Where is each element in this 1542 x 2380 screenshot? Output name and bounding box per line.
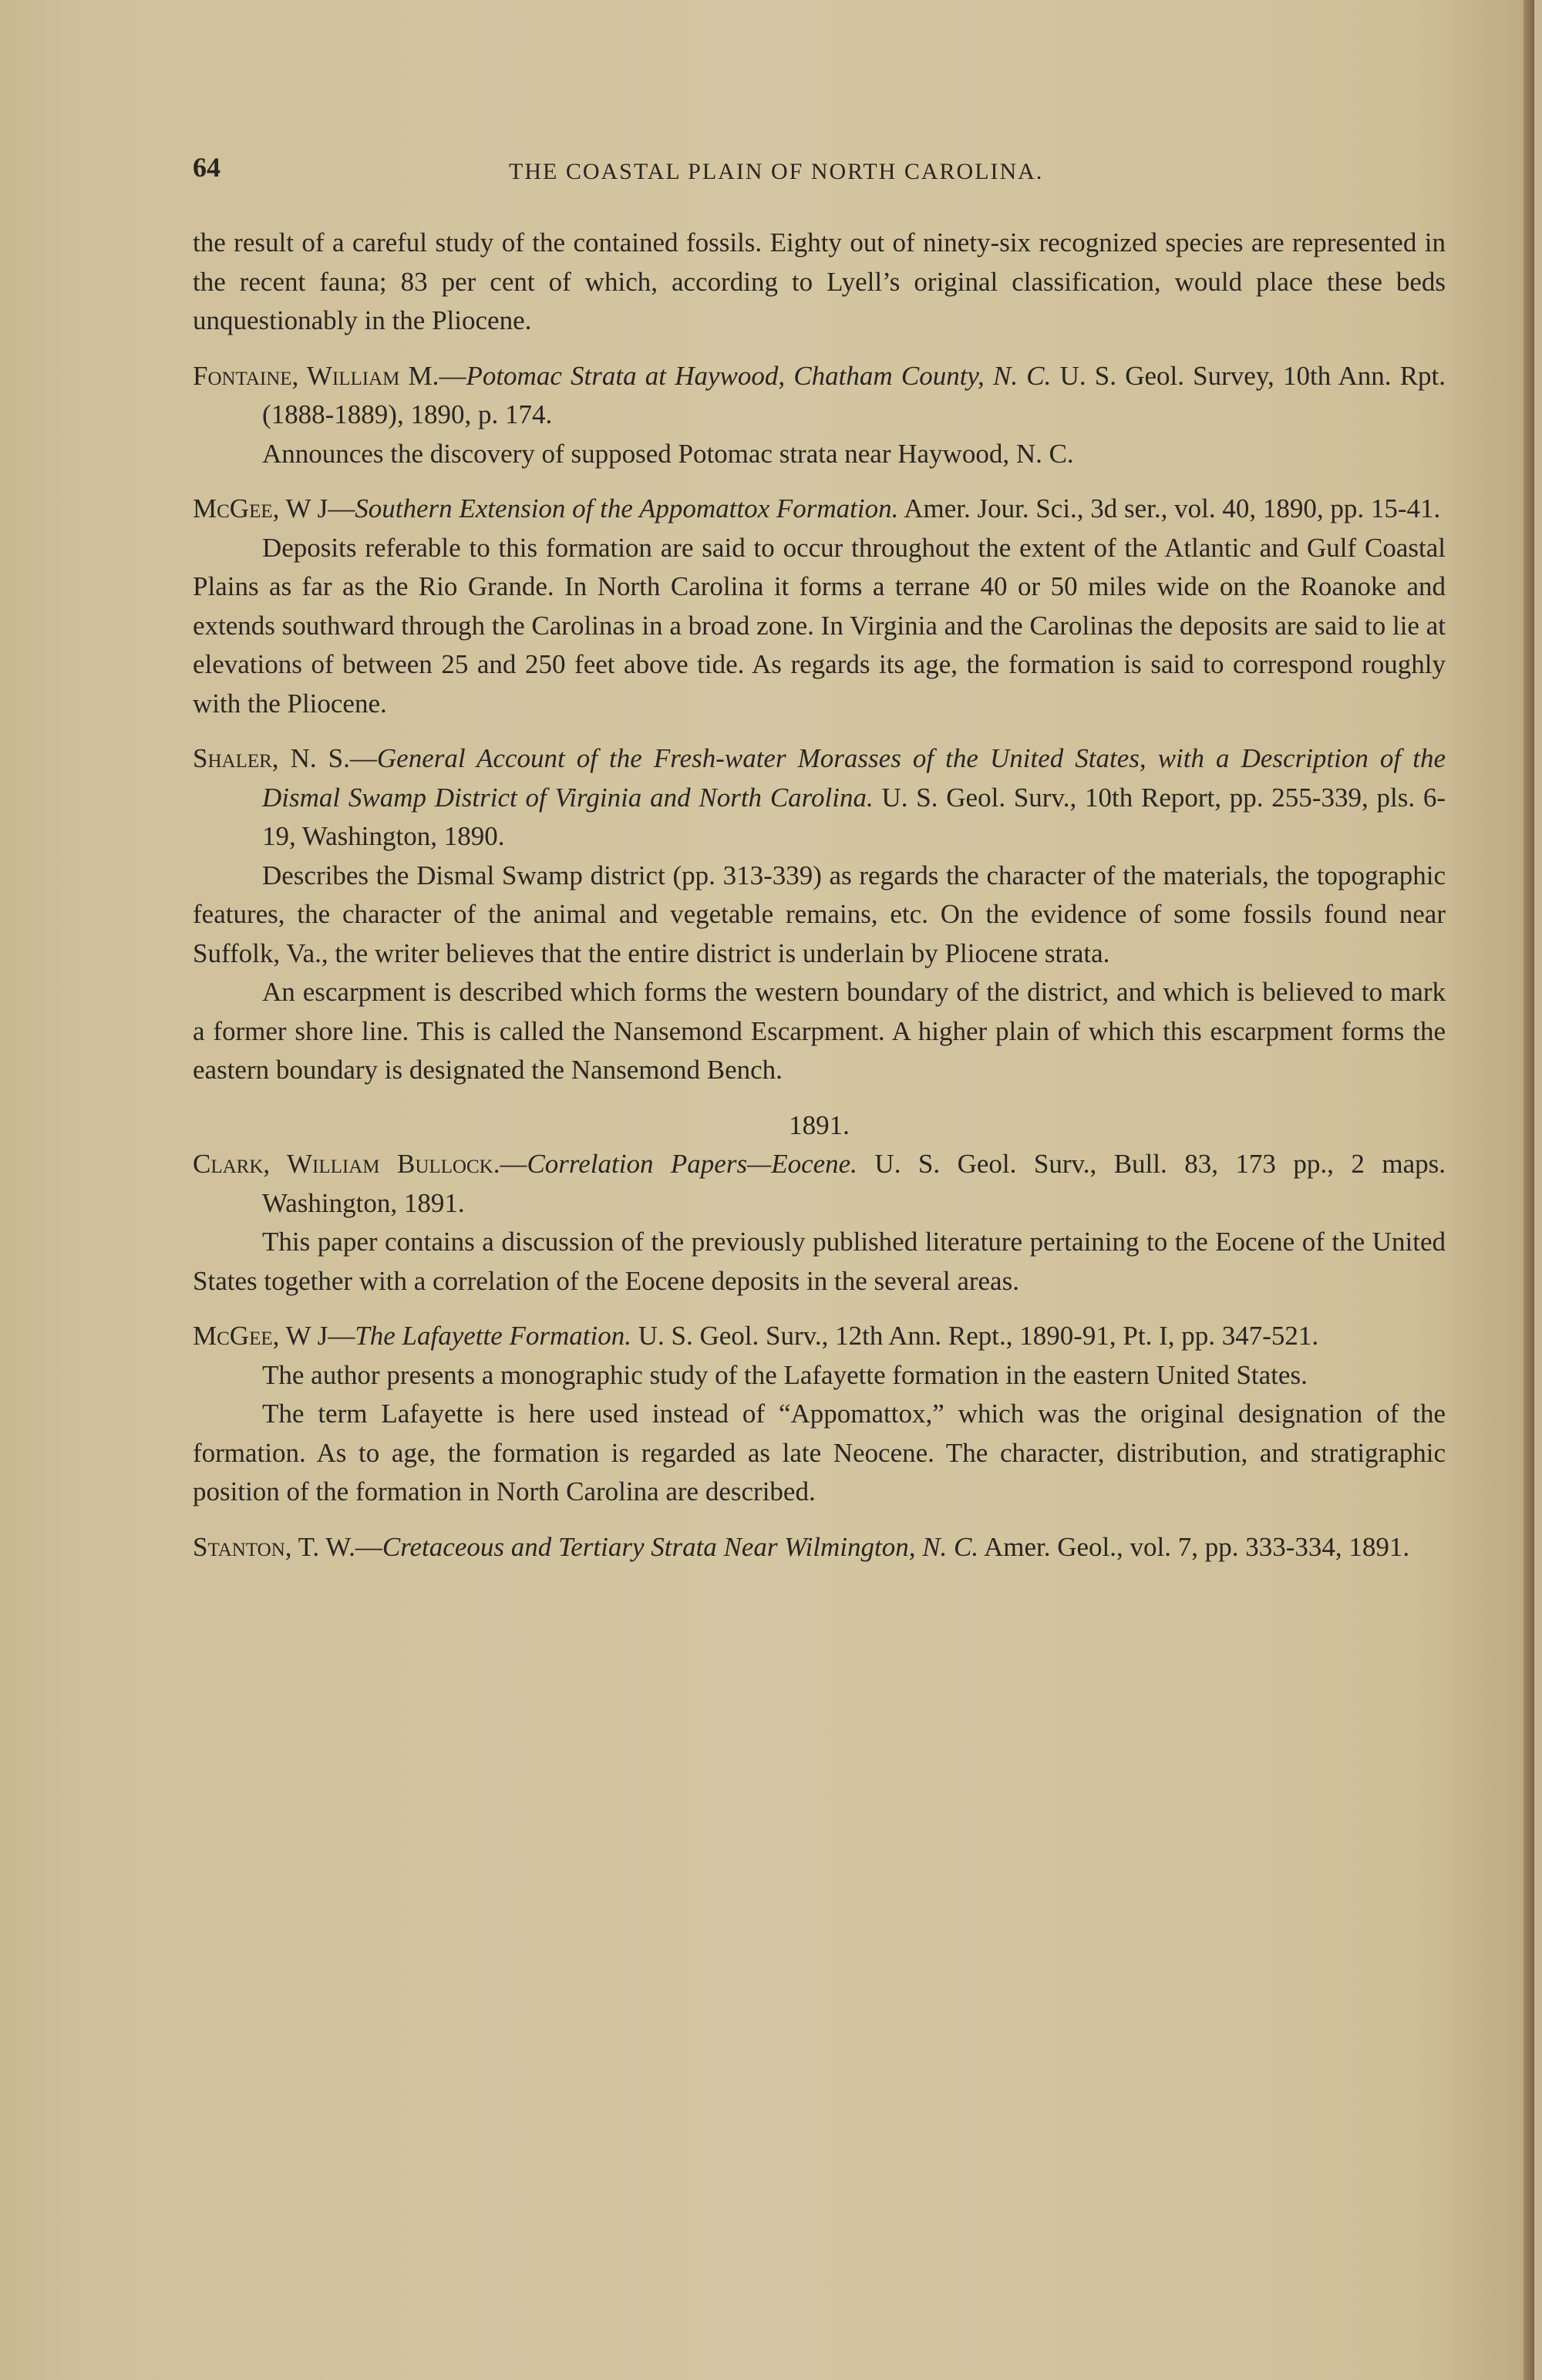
bib-citation: Shaler, N. S.—General Account of the Fresh-water Morasses of the United States, with a Description of the Dismal Swamp District of Virginia and North Carolina. U. S. Geol. Surv., 10th Report, pp. 255-339, pls. 6-19, Washington, 1890.	[193, 743, 1446, 851]
bib-source: U. S. Geol. Surv., 12th Ann. Rept., 1890-91, Pt. I, pp. 347-521.	[638, 1321, 1319, 1351]
bib-entry	[193, 1145, 1446, 1301]
bib-source: U. S. Geol. Surv., Bull. 83, 173 pp., 2 maps. Washington, 1891.	[262, 1149, 1446, 1218]
bib-annotation: This paper contains a discussion of the previously published literature pertaining to the Eocene of the United States together with a correlation of the Eocene deposits in the several areas.	[193, 1227, 1446, 1296]
bib-entry	[193, 1317, 1446, 1512]
bib-author: McGee, W J	[193, 1321, 328, 1351]
bib-citation: McGee, W J—The Lafayette Formation. U. S. Geol. Surv., 12th Ann. Rept., 1890-91, Pt. I, pp. 347-521.	[193, 1321, 1319, 1351]
bib-citation: Clark, William Bullock.—Correlation Papers—Eocene. U. S. Geol. Surv., Bull. 83, 173 pp., 2 maps. Washington, 1891.	[193, 1149, 1446, 1218]
bib-entry	[193, 739, 1446, 1090]
continuation-entry	[193, 224, 1446, 341]
bib-citation: McGee, W J—Southern Extension of the Appomattox Formation. Amer. Jour. Sci., 3d ser., vol. 40, 1890, pp. 15-41.	[193, 493, 1441, 523]
page-edge	[1523, 0, 1534, 2380]
bib-annotation: An escarpment is described which forms the western boundary of the district, and which is believed to mark a former shore line. This is called the Nansemond Escarpment. A higher plain of which this escarpment forms the eastern boundary is designated the Nansemond Bench.	[193, 977, 1446, 1085]
bib-title: Potomac Strata at Haywood, Chatham County, N. C.	[466, 360, 1052, 391]
bib-source: U. S. Geol. Surv., 10th Report, pp. 255-339, pls. 6-19, Washington, 1890.	[262, 782, 1446, 851]
bib-title: The Lafayette Formation.	[355, 1321, 631, 1351]
bib-title: Cretaceous and Tertiary Strata Near Wilmington, N. C.	[382, 1531, 979, 1562]
continuation-paragraph: the result of a careful study of the contained fossils. Eighty out of ninety-six recognized species are represented in the recent fauna; 83 per cent of which, according to Lyell’s original classification, would place these beds unquestionably in the Pliocene.	[193, 227, 1446, 335]
bib-title: Correlation Papers—Eocene.	[527, 1149, 857, 1179]
running-head	[193, 151, 1457, 197]
bib-entry	[193, 357, 1446, 474]
bib-entry	[193, 1528, 1446, 1567]
bib-annotation: Describes the Dismal Swamp district (pp. 313-339) as regards the character of the materials, the topographic features, the character of the animal and vegetable remains, etc. On the evidence of some fossils found near Suffolk, Va., the writer believes that the entire district is underlain by Pliocene strata.	[193, 860, 1446, 968]
bibliography-body	[193, 224, 1446, 1583]
year-heading: 1891.	[789, 1109, 850, 1140]
bib-author: Stanton, T. W.	[193, 1531, 355, 1562]
bib-citation: Fontaine, William M.—Potomac Strata at Haywood, Chatham County, N. C. U. S. Geol. Survey, 10th Ann. Rpt. (1888-1889), 1890, p. 174.	[193, 360, 1446, 429]
bib-annotation: The author presents a monographic study of the Lafayette formation in the eastern United States.	[262, 1359, 1308, 1390]
bib-annotation: Announces the discovery of supposed Potomac strata near Haywood, N. C.	[262, 438, 1074, 469]
bib-source: U. S. Geol. Survey, 10th Ann. Rpt. (1888-1889), 1890, p. 174.	[262, 360, 1446, 429]
bib-author: Fontaine, William M.	[193, 360, 439, 391]
bib-source: Amer. Jour. Sci., 3d ser., vol. 40, 1890, pp. 15-41.	[904, 493, 1441, 523]
bib-author: Shaler, N. S.	[193, 743, 350, 773]
bib-annotation: The term Lafayette is here used instead of “Appomattox,” which was the original designation of the formation. As to age, the formation is regarded as late Neocene. The character, distribution, and stratigraphic position of the formation in North Carolina are described.	[193, 1399, 1446, 1506]
bib-title: Southern Extension of the Appomattox Formation.	[355, 493, 899, 523]
bib-annotation: Deposits referable to this formation are said to occur throughout the extent of the Atlantic and Gulf Coastal Plains as far as the Rio Grande. In North Carolina it forms a terrane 40 or 50 miles wide on the Roanoke and extends southward through the Carolinas in a broad zone. In Virginia and the Carolinas the deposits are said to lie at elevations of between 25 and 250 feet above tide. As regards its age, the formation is said to correspond roughly with the Pliocene.	[193, 532, 1446, 719]
bib-entry	[193, 490, 1446, 723]
bib-source: Amer. Geol., vol. 7, pp. 333-334, 1891.	[983, 1531, 1410, 1562]
running-title: THE COASTAL PLAIN OF NORTH CAROLINA.	[509, 159, 1044, 184]
bib-citation: Stanton, T. W.—Cretaceous and Tertiary Strata Near Wilmington, N. C. Amer. Geol., vol. 7, pp. 333-334, 1891.	[193, 1531, 1410, 1562]
page-number: 64	[193, 152, 221, 183]
bib-author: Clark, William Bullock.	[193, 1149, 500, 1179]
bib-author: McGee, W J	[193, 493, 328, 523]
bib-title: General Account of the Fresh-water Morasses of the United States, with a Description of the Dismal Swamp District of Virginia and North Carolina.	[262, 743, 1446, 813]
